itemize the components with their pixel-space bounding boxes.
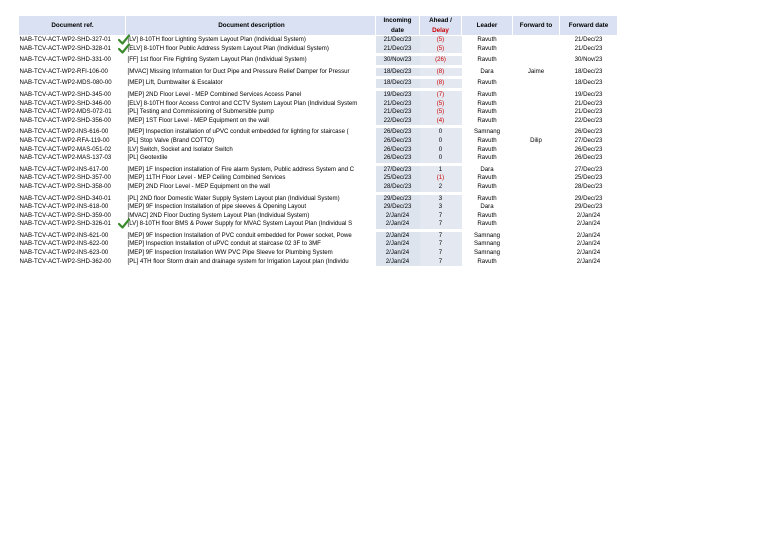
doc-ref-cell[interactable]: NAB-TCV-ACT-WP2-SHD-340-01 — [19, 194, 111, 202]
doc-desc-cell[interactable]: [LV] Switch, Socket and Isolator Switch — [127, 145, 233, 153]
leader-cell[interactable]: Ravuth — [477, 99, 497, 107]
doc-desc-cell[interactable]: [MVAC] Missing Information for Duct Pipe and Pressure Relief Damper for Pressur — [127, 67, 350, 75]
forward-to-cell[interactable]: Jaime — [527, 67, 545, 75]
ahead-delay-cell[interactable]: 7 — [420, 232, 462, 241]
ahead-delay-cell[interactable]: (8) — [420, 68, 462, 77]
incoming-date-cell[interactable]: 21/Dec/23 — [376, 45, 420, 54]
forward-to-cell[interactable] — [513, 108, 560, 117]
incoming-date-cell[interactable]: 2/Jan/24 — [376, 220, 420, 229]
header-forward-to[interactable]: Forward to — [513, 16, 560, 36]
checkmark-icon — [118, 43, 130, 54]
doc-desc-cell[interactable]: [PL] Testing and Commissioning of Submersible pump — [127, 108, 274, 116]
ahead-delay-cell[interactable]: 7 — [420, 240, 462, 249]
table-row[interactable] — [19, 91, 618, 100]
doc-ref-cell[interactable]: NAB-TCV-ACT-WP2-INS-621-00 — [19, 231, 109, 239]
leader-cell[interactable]: Samnang — [473, 128, 501, 136]
forward-date-cell[interactable]: 18/Dec/23 — [574, 67, 603, 75]
header-forward-date[interactable]: Forward date — [560, 16, 618, 36]
ahead-delay-cell[interactable]: (5) — [420, 45, 462, 54]
incoming-date-cell[interactable]: 2/Jan/24 — [376, 232, 420, 241]
table-row[interactable] — [19, 203, 618, 212]
table-row[interactable] — [19, 240, 618, 249]
ahead-delay-cell[interactable]: 0 — [420, 128, 462, 137]
forward-to-cell[interactable] — [513, 174, 560, 183]
incoming-date-cell[interactable]: 2/Jan/24 — [376, 240, 420, 249]
leader-cell[interactable]: Ravuth — [477, 90, 497, 98]
leader-cell[interactable]: Samnang — [473, 231, 501, 239]
doc-desc-cell[interactable]: [MEP] 9F Inspection Installation of pipe sleeves & Opening Layout — [127, 203, 307, 211]
header-incoming[interactable] — [376, 16, 420, 36]
header-leader[interactable]: Leader — [462, 16, 513, 36]
leader-cell[interactable]: Dara — [480, 165, 494, 173]
table-row[interactable] — [19, 68, 618, 77]
forward-date-cell[interactable]: 26/Dec/23 — [574, 128, 603, 136]
doc-ref-cell[interactable]: NAB-TCV-ACT-WP2-SHD-362-00 — [19, 257, 111, 265]
ahead-delay-cell[interactable]: 2 — [420, 183, 462, 192]
forward-date-cell[interactable]: 18/Dec/23 — [574, 79, 603, 87]
incoming-date-cell[interactable]: 2/Jan/24 — [376, 258, 420, 267]
leader-cell[interactable]: Ravuth — [477, 79, 497, 87]
forward-to-cell[interactable] — [513, 45, 560, 54]
table-row[interactable] — [19, 166, 618, 175]
doc-desc-cell[interactable]: [PL] Geotextile — [127, 154, 168, 162]
doc-desc-cell[interactable]: [MEP] 1ST Floor Level - MEP Equipment on the wall — [127, 116, 269, 124]
ahead-delay-cell[interactable]: 0 — [420, 137, 462, 146]
table-row[interactable] — [19, 183, 618, 192]
incoming-date-cell[interactable]: 28/Dec/23 — [376, 183, 420, 192]
doc-desc-cell[interactable]: [MEP] 1F Inspection installation of Fire alarm System, Public address System and C — [127, 165, 355, 173]
forward-to-cell[interactable] — [513, 128, 560, 137]
ahead-delay-cell[interactable]: (1) — [420, 174, 462, 183]
forward-to-cell[interactable] — [513, 117, 560, 126]
forward-to-cell[interactable] — [513, 195, 560, 204]
incoming-date-cell[interactable]: 26/Dec/23 — [376, 128, 420, 137]
forward-date-cell[interactable]: 28/Dec/23 — [574, 182, 603, 190]
forward-date-cell[interactable]: 25/Dec/23 — [574, 174, 603, 182]
doc-desc-cell[interactable]: [ELV] 8-10TH floor Public Address System Layout Plan (Individual System) — [127, 44, 329, 52]
leader-cell[interactable]: Ravuth — [477, 182, 497, 190]
incoming-date-cell[interactable]: 2/Jan/24 — [376, 212, 420, 221]
ahead-delay-cell[interactable]: 3 — [420, 195, 462, 204]
table-row[interactable] — [19, 146, 618, 155]
doc-desc-cell[interactable]: [MVAC] 2ND Floor Ducting System Layout Plan (Individual System) — [127, 211, 310, 219]
forward-to-cell[interactable] — [513, 100, 560, 109]
forward-date-cell[interactable]: 22/Dec/23 — [574, 116, 603, 124]
doc-ref-cell[interactable]: NAB-TCV-ACT-WP2-MDS-080-00 — [19, 79, 112, 87]
forward-date-cell[interactable]: 26/Dec/23 — [574, 145, 603, 153]
forward-to-cell[interactable] — [513, 91, 560, 100]
ahead-delay-cell[interactable]: (5) — [420, 36, 462, 45]
forward-date-cell[interactable]: 29/Dec/23 — [574, 203, 603, 211]
forward-date-cell[interactable]: 2/Jan/24 — [576, 211, 601, 219]
incoming-date-cell[interactable]: 27/Dec/23 — [376, 166, 420, 175]
leader-cell[interactable]: Ravuth — [477, 44, 497, 52]
header-incoming-line2: date — [391, 26, 404, 34]
leader-cell[interactable]: Ravuth — [477, 145, 497, 153]
forward-date-cell[interactable]: 27/Dec/23 — [574, 165, 603, 173]
spreadsheet — [18, 15, 618, 266]
header-incoming-line1: Incoming — [383, 17, 412, 24]
incoming-date-cell[interactable]: 25/Dec/23 — [376, 174, 420, 183]
doc-ref-cell[interactable]: NAB-TCV-ACT-WP2-SHD-345-00 — [19, 90, 111, 98]
incoming-date-cell[interactable]: 21/Dec/23 — [376, 100, 420, 109]
doc-desc-cell[interactable]: [MEP] 9F Inspection Installation of PVC conduit embedded for Power socket, Powe — [127, 231, 352, 239]
doc-ref-cell[interactable]: NAB-TCV-ACT-WP2-MAS-137-03 — [19, 154, 112, 162]
incoming-date-cell[interactable]: 29/Dec/23 — [376, 203, 420, 212]
doc-desc-cell[interactable]: [LV] 8-10TH floor Lighting System Layout Plan (Individual System) — [127, 36, 306, 43]
doc-ref-cell[interactable]: NAB-TCV-ACT-WP2-INS-618-00 — [19, 203, 109, 211]
doc-ref-cell[interactable]: NAB-TCV-ACT-WP2-SHD-359-00 — [19, 211, 111, 219]
incoming-date-cell[interactable]: 18/Dec/23 — [376, 68, 420, 77]
table-row[interactable] — [19, 45, 618, 54]
doc-desc-cell[interactable]: [LV] 8-10TH floor BMS & Power Supply for MVAC System Layout Plan (Individual S — [127, 220, 353, 228]
doc-ref-cell[interactable]: NAB-TCV-ACT-WP2-RFA-119-00 — [19, 136, 110, 144]
incoming-date-cell[interactable]: 18/Dec/23 — [376, 79, 420, 88]
forward-to-cell[interactable] — [513, 36, 560, 45]
leader-cell[interactable]: Ravuth — [477, 174, 497, 182]
doc-ref-cell[interactable]: NAB-TCV-ACT-WP2-INS-617-00 — [19, 165, 109, 173]
doc-ref-cell[interactable]: NAB-TCV-ACT-WP2-SHD-326-01 — [19, 220, 126, 229]
incoming-date-cell[interactable]: 21/Dec/23 — [376, 36, 420, 45]
forward-to-cell[interactable] — [513, 212, 560, 221]
doc-ref-cell[interactable]: NAB-TCV-ACT-WP2-SHD-358-00 — [19, 182, 111, 190]
forward-date-cell[interactable]: 2/Jan/24 — [576, 249, 601, 257]
doc-ref-cell[interactable]: NAB-TCV-ACT-WP2-MAS-051-02 — [19, 145, 112, 153]
doc-desc-cell[interactable]: [PL] Stop Valve (Brand COTTO) — [127, 136, 214, 144]
forward-to-cell[interactable] — [513, 220, 560, 229]
leader-cell[interactable]: Ravuth — [477, 136, 497, 144]
header-ahead[interactable] — [420, 16, 462, 36]
incoming-date-cell[interactable]: 21/Dec/23 — [376, 108, 420, 117]
doc-ref-cell[interactable]: NAB-TCV-ACT-WP2-SHD-346-00 — [19, 99, 111, 107]
leader-cell[interactable]: Dara — [480, 67, 494, 75]
ahead-delay-cell[interactable]: 1 — [420, 166, 462, 175]
forward-to-cell[interactable] — [513, 183, 560, 192]
incoming-date-cell[interactable]: 30/Nov/23 — [376, 56, 420, 65]
doc-desc-cell[interactable]: [MEP] 11TH Floor Level - MEP Ceiling Combined Services — [127, 174, 286, 182]
doc-ref-cell[interactable]: NAB-TCV-ACT-WP2-RFI-106-00 — [19, 67, 108, 75]
doc-ref-cell[interactable]: NAB-TCV-ACT-WP2-INS-622-00 — [19, 240, 109, 248]
forward-date-cell[interactable]: 21/Dec/23 — [574, 36, 603, 43]
doc-ref-cell[interactable]: NAB-TCV-ACT-WP2-MDS-072-01 — [19, 108, 112, 116]
ahead-delay-cell[interactable]: (26) — [420, 56, 462, 65]
forward-date-cell[interactable]: 2/Jan/24 — [576, 240, 601, 248]
header-ahead-line2: Delay — [432, 26, 449, 34]
forward-date-cell[interactable]: 2/Jan/24 — [576, 257, 601, 265]
table-row[interactable] — [19, 174, 618, 183]
ahead-delay-cell[interactable]: (5) — [420, 108, 462, 117]
table-body — [19, 36, 618, 267]
forward-to-cell[interactable] — [513, 56, 560, 65]
leader-cell[interactable]: Ravuth — [477, 194, 497, 202]
doc-ref-cell[interactable]: NAB-TCV-ACT-WP2-SHD-356-00 — [19, 116, 111, 124]
document-table — [18, 15, 618, 266]
doc-desc-cell[interactable]: [PL] 2ND floor Domestic Water Supply System Layout plan (Individual System) — [127, 194, 340, 202]
ahead-delay-cell[interactable]: 0 — [420, 154, 462, 163]
incoming-date-cell[interactable]: 22/Dec/23 — [376, 117, 420, 126]
table-row[interactable] — [19, 100, 618, 109]
incoming-date-cell[interactable]: 26/Dec/23 — [376, 146, 420, 155]
doc-desc-cell[interactable]: [MEP] 2ND Floor Level - MEP Equipment on the wall — [127, 182, 270, 190]
incoming-date-cell[interactable]: 2/Jan/24 — [376, 249, 420, 258]
forward-date-cell[interactable]: 26/Dec/23 — [574, 154, 603, 162]
forward-date-cell[interactable]: 21/Dec/23 — [574, 44, 603, 52]
table-row[interactable] — [19, 108, 618, 117]
leader-cell[interactable]: Ravuth — [477, 56, 497, 64]
ahead-delay-cell[interactable]: 7 — [420, 212, 462, 221]
incoming-date-cell[interactable]: 19/Dec/23 — [376, 91, 420, 100]
doc-ref-cell[interactable]: NAB-TCV-ACT-WP2-INS-623-00 — [19, 249, 109, 257]
leader-cell[interactable]: Ravuth — [477, 36, 497, 43]
table-row[interactable] — [19, 232, 618, 241]
leader-cell[interactable]: Samnang — [473, 240, 501, 248]
forward-date-cell[interactable]: 2/Jan/24 — [576, 231, 601, 239]
forward-date-cell[interactable]: 29/Dec/23 — [574, 194, 603, 202]
leader-cell[interactable]: Ravuth — [477, 154, 497, 162]
doc-ref-cell[interactable]: NAB-TCV-ACT-WP2-SHD-357-00 — [19, 174, 111, 182]
doc-desc-cell[interactable]: [ELV] 8-10TH floor Access Control and CCTV System Layout Plan (Individual System — [127, 99, 358, 107]
doc-desc-cell[interactable]: [MEP] Inspection Installation of uPVC conduit at staircase 02 3F to 3MF — [127, 240, 321, 248]
forward-to-cell[interactable]: Dilip — [530, 136, 542, 144]
ahead-delay-cell[interactable]: 7 — [420, 258, 462, 267]
doc-ref-cell[interactable]: NAB-TCV-ACT-WP2-SHD-328-01 — [19, 45, 126, 54]
incoming-date-cell[interactable]: 29/Dec/23 — [376, 195, 420, 204]
table-row[interactable] — [19, 154, 618, 163]
leader-cell[interactable]: Ravuth — [477, 211, 497, 219]
ahead-delay-cell[interactable]: (7) — [420, 91, 462, 100]
header-ahead-line1: Ahead / — [429, 17, 452, 24]
doc-desc-cell[interactable]: [FF] 1st floor Fire Fighting System Layout Plan (Individual System) — [127, 56, 307, 64]
leader-cell[interactable]: Ravuth — [477, 220, 497, 228]
table-row[interactable] — [19, 212, 618, 221]
leader-cell[interactable]: Dara — [480, 203, 494, 211]
header-row — [19, 16, 618, 36]
header-ref[interactable]: Document ref. — [19, 16, 126, 36]
table-row[interactable] — [19, 79, 618, 88]
table-row[interactable] — [19, 117, 618, 126]
forward-date-cell[interactable]: 21/Dec/23 — [574, 99, 603, 107]
forward-date-cell[interactable]: 27/Dec/23 — [574, 136, 603, 144]
table-row[interactable] — [19, 137, 618, 146]
forward-to-cell[interactable] — [513, 146, 560, 155]
forward-to-cell[interactable] — [513, 203, 560, 212]
ahead-delay-cell[interactable]: 7 — [420, 220, 462, 229]
leader-cell[interactable]: Ravuth — [477, 108, 497, 116]
forward-date-cell[interactable]: 2/Jan/24 — [576, 220, 601, 228]
ahead-delay-cell[interactable]: 7 — [420, 249, 462, 258]
doc-desc-cell[interactable]: [MEP] 9F Inspection Installation WW PVC Pipe Sleeve for Plumbing System — [127, 249, 333, 257]
doc-desc-cell[interactable]: [MEP] Lift, Dumbwaiter & Escalator — [127, 79, 223, 87]
doc-ref-cell[interactable]: NAB-TCV-ACT-WP2-SHD-331-00 — [19, 56, 111, 64]
table-row[interactable] — [19, 56, 618, 65]
incoming-date-cell[interactable]: 26/Dec/23 — [376, 154, 420, 163]
table-row[interactable] — [19, 220, 618, 229]
leader-cell[interactable]: Ravuth — [477, 257, 497, 265]
forward-to-cell[interactable] — [513, 258, 560, 267]
ahead-delay-cell[interactable]: (4) — [420, 117, 462, 126]
leader-cell[interactable]: Ravuth — [477, 116, 497, 124]
forward-to-cell[interactable] — [513, 79, 560, 88]
ahead-delay-cell[interactable]: 3 — [420, 203, 462, 212]
checkmark-icon — [118, 218, 130, 229]
doc-ref-cell[interactable]: NAB-TCV-ACT-WP2-INS-616-00 — [19, 128, 109, 136]
forward-to-cell[interactable] — [513, 166, 560, 175]
table-row[interactable] — [19, 258, 618, 267]
forward-to-cell[interactable] — [513, 240, 560, 249]
doc-ref-cell[interactable]: NAB-TCV-ACT-WP2-SHD-327-01 — [19, 36, 126, 45]
header-desc[interactable]: Document description — [126, 16, 376, 36]
forward-to-cell[interactable] — [513, 232, 560, 241]
doc-desc-cell[interactable]: [MEP] Inspection installation of uPVC conduit embedded for lighting for staircase ( — [127, 128, 349, 136]
table-row[interactable] — [19, 195, 618, 204]
ahead-delay-cell[interactable]: (5) — [420, 100, 462, 109]
ahead-delay-cell[interactable]: 0 — [420, 146, 462, 155]
doc-desc-cell[interactable]: [MEP] 2ND Floor Level - MEP Combined Services Access Panel — [127, 90, 302, 98]
leader-cell[interactable]: Samnang — [473, 249, 501, 257]
ahead-delay-cell[interactable]: (8) — [420, 79, 462, 88]
doc-desc-cell[interactable]: [PL] 4TH floor Storm drain and drainage system for Irrigation Layout plan (Individu — [127, 257, 349, 265]
forward-date-cell[interactable]: 21/Dec/23 — [574, 108, 603, 116]
forward-to-cell[interactable] — [513, 154, 560, 163]
forward-date-cell[interactable]: 30/Nov/23 — [574, 56, 603, 64]
table-row[interactable] — [19, 36, 618, 45]
forward-to-cell[interactable] — [513, 249, 560, 258]
table-row[interactable] — [19, 249, 618, 258]
forward-date-cell[interactable]: 19/Dec/23 — [574, 90, 603, 98]
table-row[interactable] — [19, 128, 618, 137]
incoming-date-cell[interactable]: 26/Dec/23 — [376, 137, 420, 146]
